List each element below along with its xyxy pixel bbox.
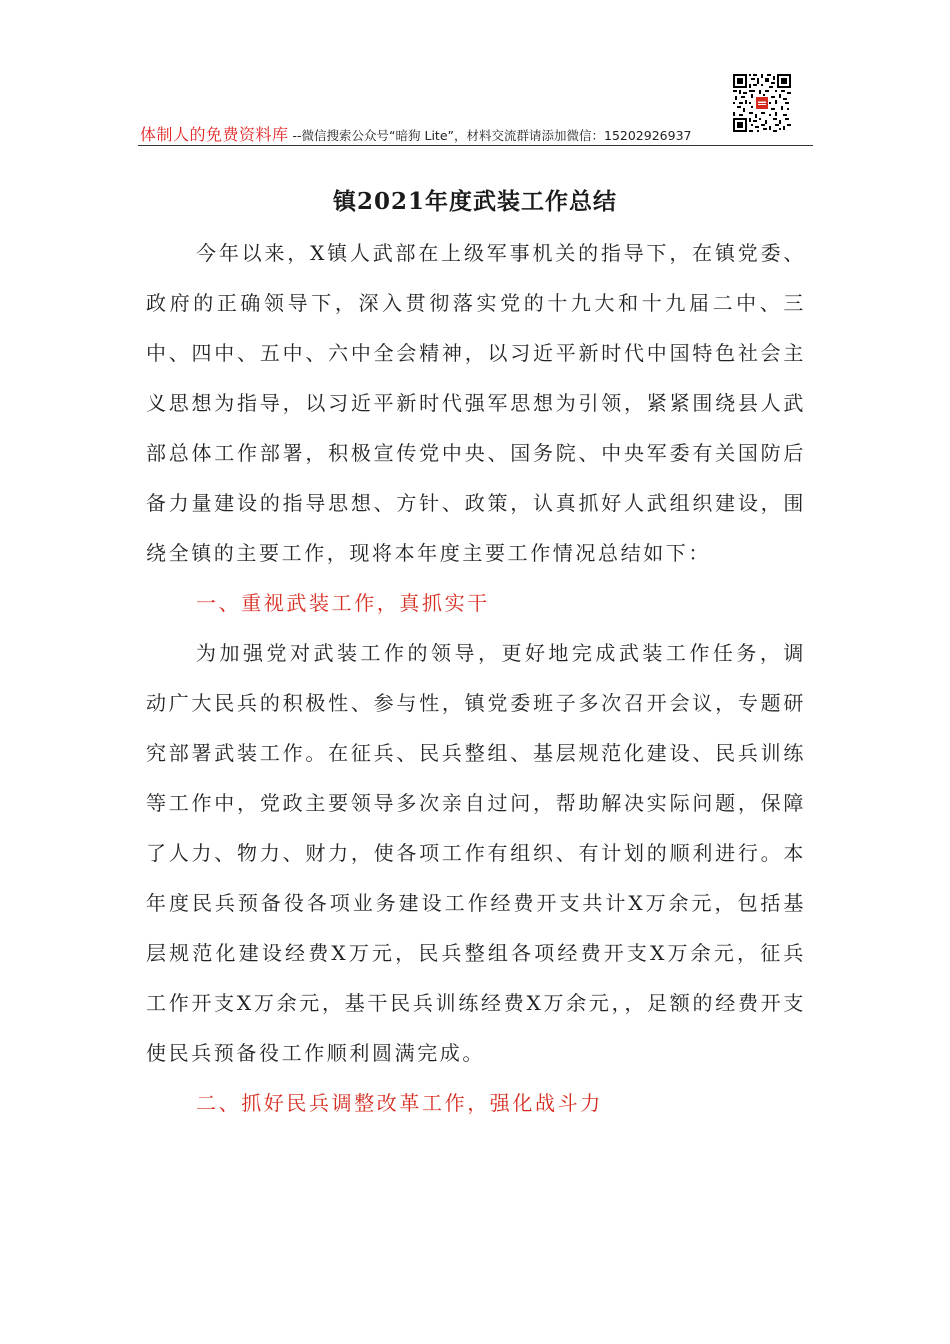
header-brand: 体制人的免费资料库 [140,125,289,144]
document-body [146,228,806,1128]
document-title: 镇2021年度武装工作总结 [332,188,617,215]
page-header [140,122,810,146]
section-heading-1: 一、重视武装工作，真抓实干 [196,591,490,615]
section-1-paragraph: 为加强党对武装工作的领导，更好地完成武装工作任务，调动广大民兵的积极性、参与性，镇党委班子多次召开会议，专题研究部署武装工作。在征兵、民兵整组、基层规范化建设、民兵训练等工作中，党政主要领导多次亲自过问，帮助解决实际问题，保障了人力、物力、财力，使各项工作有组织、有计划的顺利进行。本年度民兵预备役各项业务建设工作经费开支共计X万余元，包括基层规范化建设经费X万元，民兵整组各项经费开支X万余元，征兵工作开支X万余元，基干民兵训练经费X万余元，，足额的经费开支使民兵预备役工作顺利圆满完成。 [146,641,806,1065]
qr-code-icon [733,74,791,132]
header-rule [138,145,813,146]
intro-paragraph: 今年以来，X镇人武部在上级军事机关的指导下，在镇党委、政府的正确领导下，深入贯彻落实党的十九大和十九届二中、三中、四中、五中、六中全会精神，以习近平新时代中国特色社会主义思想为指导，以习近平新时代强军思想为引领，紧紧围绕县人武部总体工作部署，积极宣传党中央、国务院、中央军委有关国防后备力量建设的指导思想、方针、政策，认真抓好人武组织建设，围绕全镇的主要工作，现将本年度主要工作情况总结如下： [146,241,806,565]
header-note: --微信搜索公众号“暗狗 Lite”，材料交流群请添加微信：15202926937 [292,128,692,143]
section-heading-2: 二、抓好民兵调整改革工作，强化战斗力 [196,1091,603,1115]
